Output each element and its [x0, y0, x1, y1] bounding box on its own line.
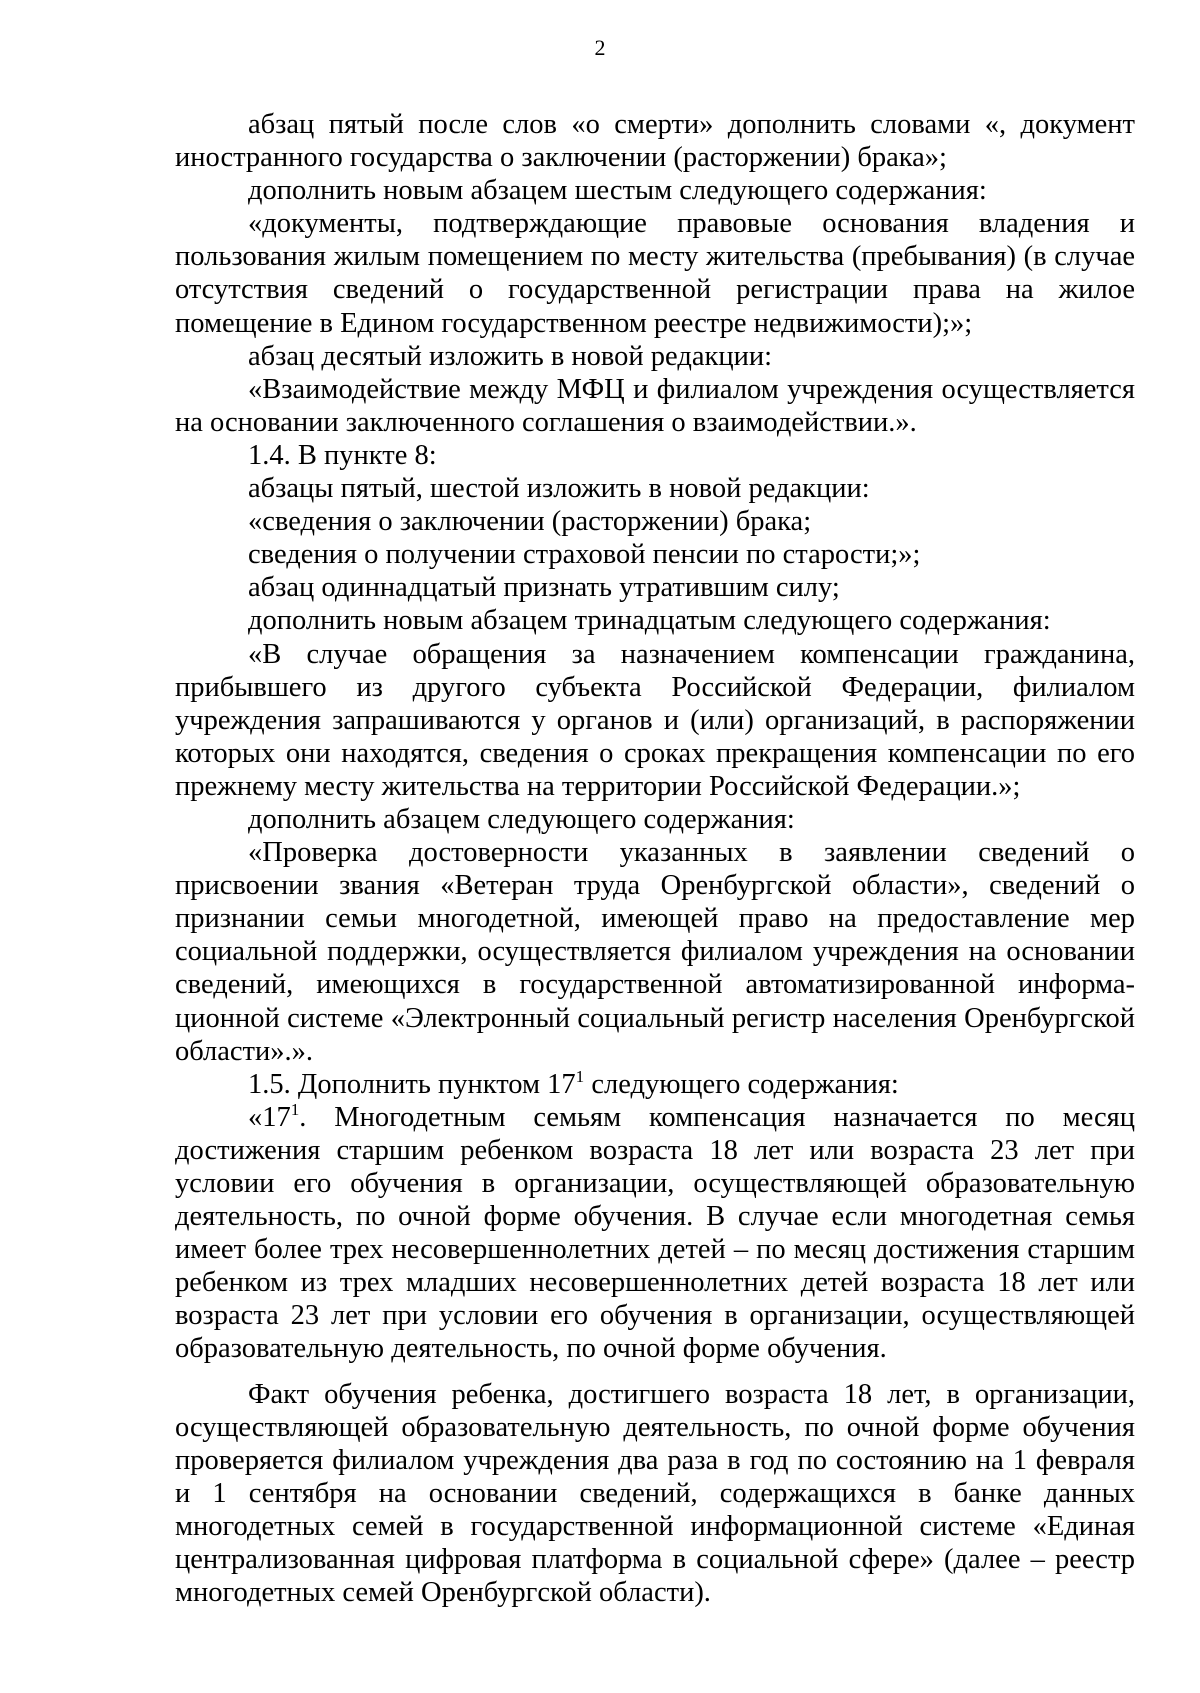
paragraph: абзац одиннадцатый признать утратившим силу; — [248, 572, 840, 604]
paragraph: «Проверка достоверности указанных в заявлении сведений о присвоении звания «Ветеран труда Оренбургской области», сведений о признании семьи многодетной, имеющей право на предоставление мер социальной поддержки, осуществляется филиалом учреждения на основании сведений, имеющихся в государственной автоматизированной информа-ционной системе «Электронный социальный регистр населения Оренбургской области».». — [175, 837, 1135, 1067]
paragraph: дополнить новым абзацем шестым следующего содержания: — [248, 175, 987, 207]
paragraph: «Взаимодействие между МФЦ и филиалом учреждения осуществляется на основании заключенного соглашения о взаимодействии.». — [175, 373, 1135, 438]
paragraph-text-after: следующего содержания: — [584, 1068, 899, 1100]
paragraph: «сведения о заключении (расторжении) брака; — [248, 506, 812, 538]
paragraph: «документы, подтверждающие правовые основания владения и пользования жилым помещением по месту жительства (пребывания) (в случае отсутствия сведений о государственной регистрации права на жилое помещение в Едином государственном реестре недвижимости);»; — [175, 208, 1135, 339]
superscript: 1 — [575, 1066, 585, 1086]
paragraph — [175, 1101, 1135, 1366]
paragraph: дополнить новым абзацем тринадцатым следующего содержания: — [248, 605, 1051, 637]
paragraph: абзац пятый после слов «о смерти» дополнить словами «, документ иностранного государства о заключении (расторжении) брака»; — [175, 109, 1135, 174]
paragraph: «В случае обращения за назначением компенсации гражданина, прибывшего из другого субъекта Российской Федерации, филиалом учреждения запрашиваются у органов и (или) организаций, в распоряжении которых они находятся, сведения о сроках прекращения компенсации по его прежнему месту жительства на территории Российской Федерации.»; — [175, 638, 1135, 802]
paragraph-text-before: «17 — [248, 1101, 291, 1133]
paragraph-text-after: . Многодетным семьям компенсация назначается по месяц достижения старшим ребенком возраста 18 лет или возраста 23 лет при условии его обучения в организации, осуществляющей образовательную деятельность, по очной форме обучения. В случае если многодетная семья имеет более трех несовершеннолетних детей – по месяц достижения старшим ребенком из трех младших несовершеннолетних детей возраста 18 лет или возраста 23 лет при условии его обучения в организации, осуществляющей образовательную деятельность, по очной форме обучения. — [175, 1101, 1135, 1365]
superscript: 1 — [290, 1099, 300, 1119]
paragraph-text-before: 1.5. Дополнить пунктом 17 — [248, 1068, 576, 1100]
paragraph: Факт обучения ребенка, достигшего возраста 18 лет, в организации, осуществляющей образовательную деятельность, по очной форме обучения проверяется филиалом учреждения два раза в год по состоянию на 1 февраля и 1 сентября на основании сведений, содержащихся в банке данных многодетных семей в государственной информационной системе «Единая централизованная цифровая платформа в социальной сфере» (далее – реестр многодетных семей Оренбургской области). — [175, 1378, 1135, 1609]
section-heading — [175, 1068, 1135, 1101]
paragraph: абзацы пятый, шестой изложить в новой редакции: — [248, 473, 870, 505]
paragraph: дополнить абзацем следующего содержания: — [248, 803, 795, 835]
paragraph: сведения о получении страховой пенсии по старости;»; — [248, 539, 921, 571]
paragraph: абзац десятый изложить в новой редакции: — [248, 340, 772, 372]
section-heading: 1.4. В пункте 8: — [248, 439, 437, 471]
page-number: 2 — [594, 35, 606, 60]
document-body — [175, 108, 1135, 1609]
